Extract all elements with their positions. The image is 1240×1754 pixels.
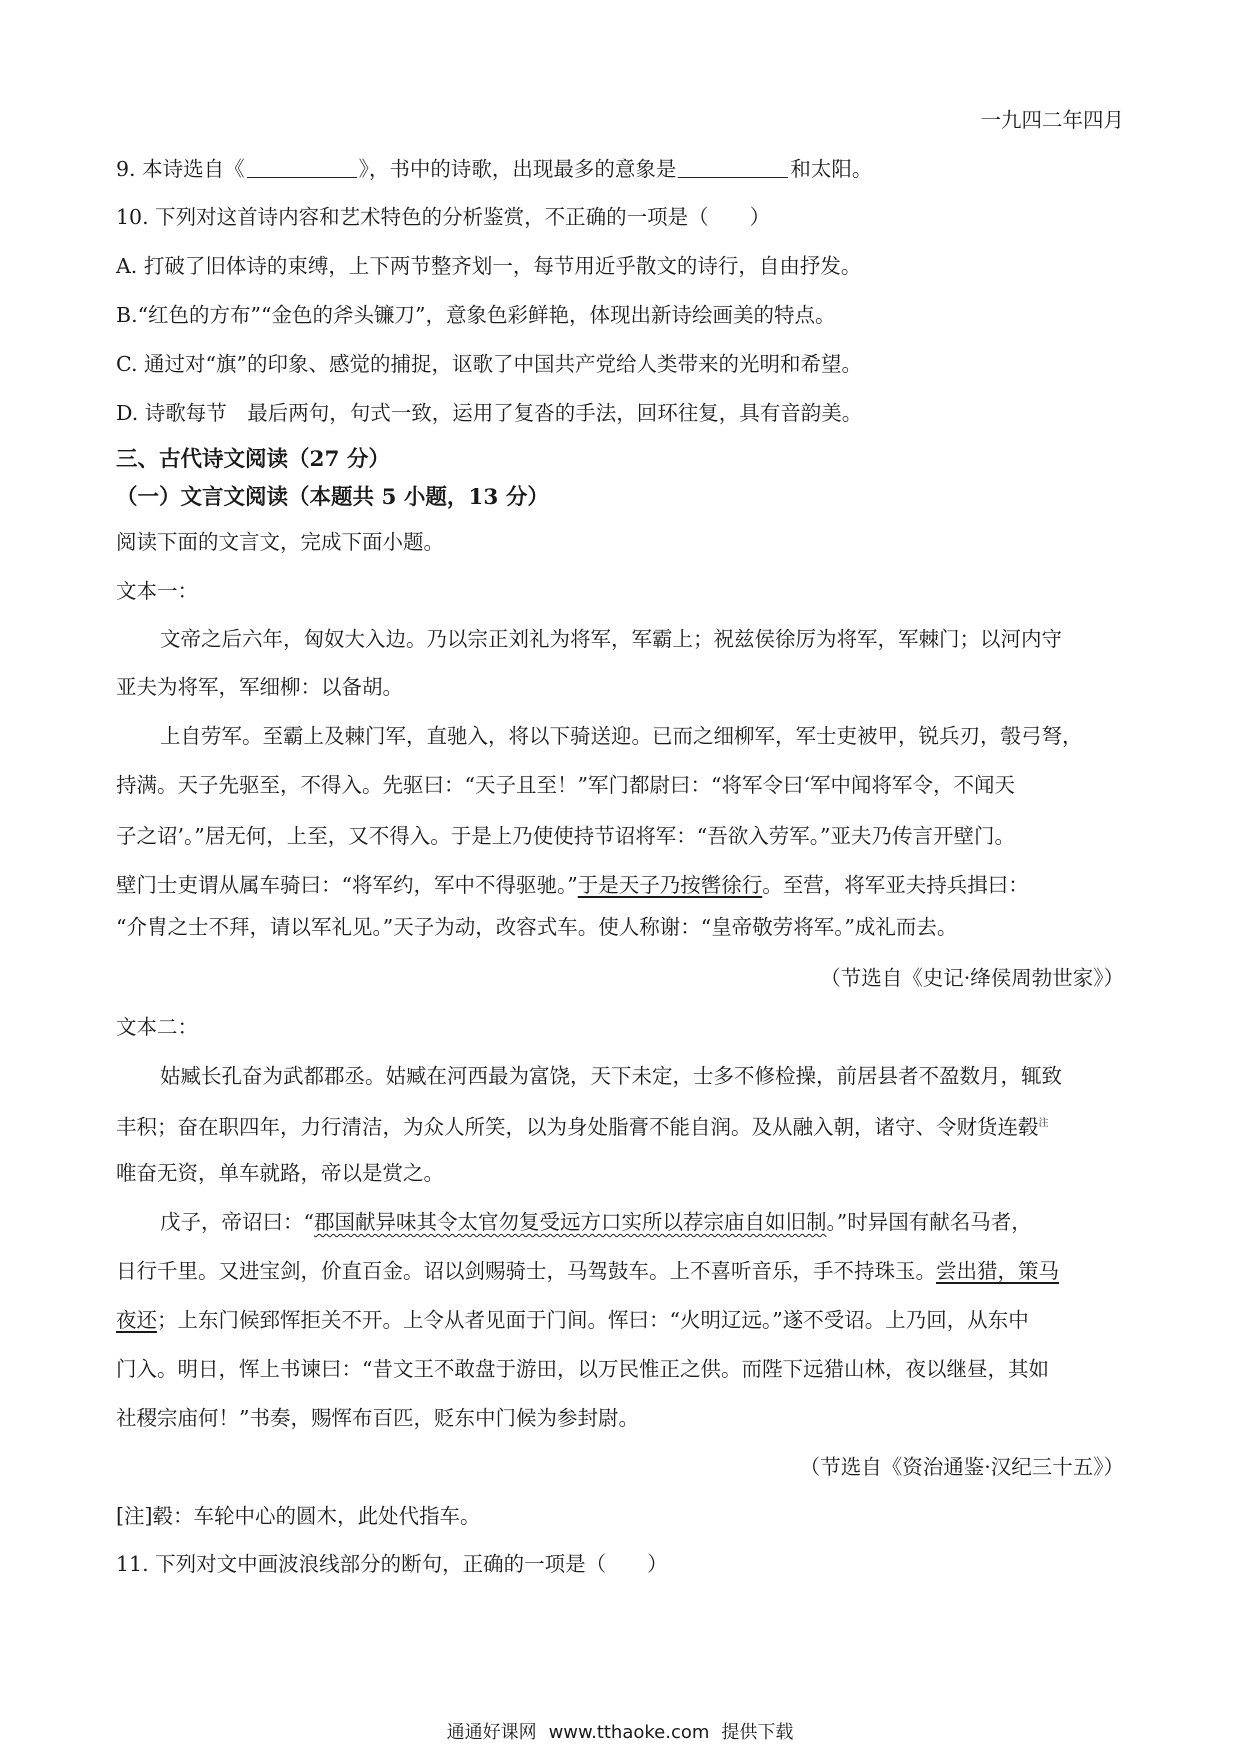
instruction: 阅读下面的文言文，完成下面小题。	[116, 530, 444, 554]
text2-p2-line3-post: ；上东门候郅恽拒关不开。上令从者见面于门间。恽曰：“火明辽远。”遂不受诏。上乃回，从东中	[157, 1308, 1029, 1332]
text2-label: 文本二：	[116, 1015, 198, 1039]
text2-p1-line1: 姑臧长孔奋为武都郡丞。姑臧在河西最为富饶，天下未定，士多不修检操，前居县者不盈数月，辄致	[160, 1064, 1062, 1088]
text1-p1-line2: 亚夫为将军，军细柳：以备胡。	[116, 675, 403, 699]
text1-label: 文本一：	[116, 579, 198, 603]
q9-part-b: 》，书中的诗歌，出现最多的意象是	[358, 157, 677, 181]
text2-p1-line2-text: 丰积；奋在职四年，力行清洁，为众人所笑，以为身处脂膏不能自润。及从融入朝，诸守、令财货连毂	[116, 1114, 1039, 1139]
q9-blank-1[interactable]	[247, 157, 357, 178]
text2-p1-line2	[116, 1110, 1049, 1141]
text1-p2-line2: 持满。天子先驱至，不得入。先驱曰：“天子且至！”军门都尉曰：“将军令曰‘军中闻将军令，不闻天	[116, 773, 1015, 797]
q9-blank-2[interactable]	[678, 157, 788, 178]
text2-p2-line3	[116, 1306, 1029, 1334]
wavy-underlined-sentence: 郡国献异味其令太官勿复受远方口实所以荐宗庙自如旧制	[313, 1210, 827, 1234]
date-line: 一九四二年四月	[980, 108, 1124, 132]
footer-tail: 提供下载	[721, 1722, 794, 1743]
text2-underlined-part-1: 尝出猎，策马	[936, 1259, 1059, 1283]
q10-option-c: C. 通过对“旗”的印象、感觉的捕捉，讴歌了中国共产党给人类带来的光明和希望。	[116, 352, 862, 376]
text2-p2-line4: 门入。明日，恽上书谏曰：“昔文王不敢盘于游田，以万民惟正之供。而陛下远猎山林，夜以继昼，其如	[116, 1357, 1049, 1381]
question-10: 10. 下列对这首诗内容和艺术特色的分析鉴赏，不正确的一项是（ ）	[116, 205, 771, 229]
text2-underlined-part-2: 夜还	[116, 1308, 157, 1332]
note-marker: 注	[1038, 1118, 1049, 1129]
text1-p1-line1: 文帝之后六年，匈奴大入边。乃以宗正刘礼为将军，军霸上；祝兹侯徐厉为将军，军棘门；以河内守	[160, 627, 1062, 651]
text2-p2-line1	[160, 1208, 1032, 1236]
footnote: [注]毂：车轮中心的圆木，此处代指车。	[116, 1504, 481, 1528]
page-footer	[0, 1718, 1240, 1744]
section-3-heading: 三、古代诗文阅读（27 分）	[116, 447, 390, 472]
question-9	[116, 155, 872, 183]
text1-p2-line4	[116, 871, 1029, 899]
question-11: 11. 下列对文中画波浪线部分的断句，正确的一项是（ ）	[116, 1552, 668, 1576]
text2-p2-line2-pre: 日行千里。又进宝剑，价直百金。诏以剑赐骑士，马驾鼓车。上不喜听音乐，手不持珠玉。	[116, 1259, 936, 1283]
text1-p2-line1: 上自劳军。至霸上及棘门军，直驰入，将以下骑送迎。已而之细柳军，军士吏被甲，锐兵刃，彀弓弩，	[160, 724, 1083, 748]
text1-p2-line4-pre: 壁门士吏谓从属车骑曰：“将军约，军中不得驱驰。”	[116, 873, 578, 897]
text1-source: （节选自《史记·绛侯周勃世家》）	[820, 966, 1124, 990]
text2-p2-line1-post: 。”时异国有献名马者，	[826, 1210, 1032, 1234]
text1-p2-line3: 子之诏’。”居无何，上至，又不得入。于是上乃使使持节诏将军：“吾欲入劳军。”亚夫乃传言开壁门。	[116, 824, 1015, 848]
footer-url[interactable]: www.tthaoke.com	[548, 1722, 710, 1743]
text2-p2-line2	[116, 1257, 1059, 1285]
text1-p2-line4-post: 。至营，将军亚夫持兵揖曰：	[762, 873, 1029, 897]
text2-p1-line3: 唯奋无资，单车就路，帝以是赏之。	[116, 1161, 444, 1185]
text2-p2-line5: 社稷宗庙何！”书奏，赐恽布百匹，贬东中门候为参封尉。	[116, 1406, 639, 1430]
q9-part-c: 和太阳。	[790, 157, 873, 181]
section-3-1-heading: （一）文言文阅读（本题共 5 小题，13 分）	[116, 485, 549, 510]
q9-part-a: 9. 本诗选自《	[116, 157, 245, 181]
q10-option-b: B.“红色的方布”“金色的斧头镰刀”，意象色彩鲜艳，体现出新诗绘画美的特点。	[116, 303, 836, 327]
q10-option-d: D. 诗歌每节 最后两句，句式一致，运用了复沓的手法，回环往复，具有音韵美。	[116, 401, 863, 425]
text2-source: （节选自《资治通鉴·汉纪三十五》）	[799, 1455, 1124, 1479]
q10-option-a: A. 打破了旧体诗的束缚，上下两节整齐划一，每节用近乎散文的诗行，自由抒发。	[116, 254, 862, 278]
text1-p2-line5: “介胄之士不拜，请以军礼见。”天子为动，改容式车。使人称谢：“皇帝敬劳将军。”成礼而去。	[116, 915, 958, 939]
text1-underlined-sentence: 于是天子乃按辔徐行	[577, 873, 763, 897]
text2-p2-line1-pre: 戊子，帝诏曰：“	[160, 1210, 314, 1234]
footer-site-name: 通通好课网	[446, 1722, 537, 1743]
